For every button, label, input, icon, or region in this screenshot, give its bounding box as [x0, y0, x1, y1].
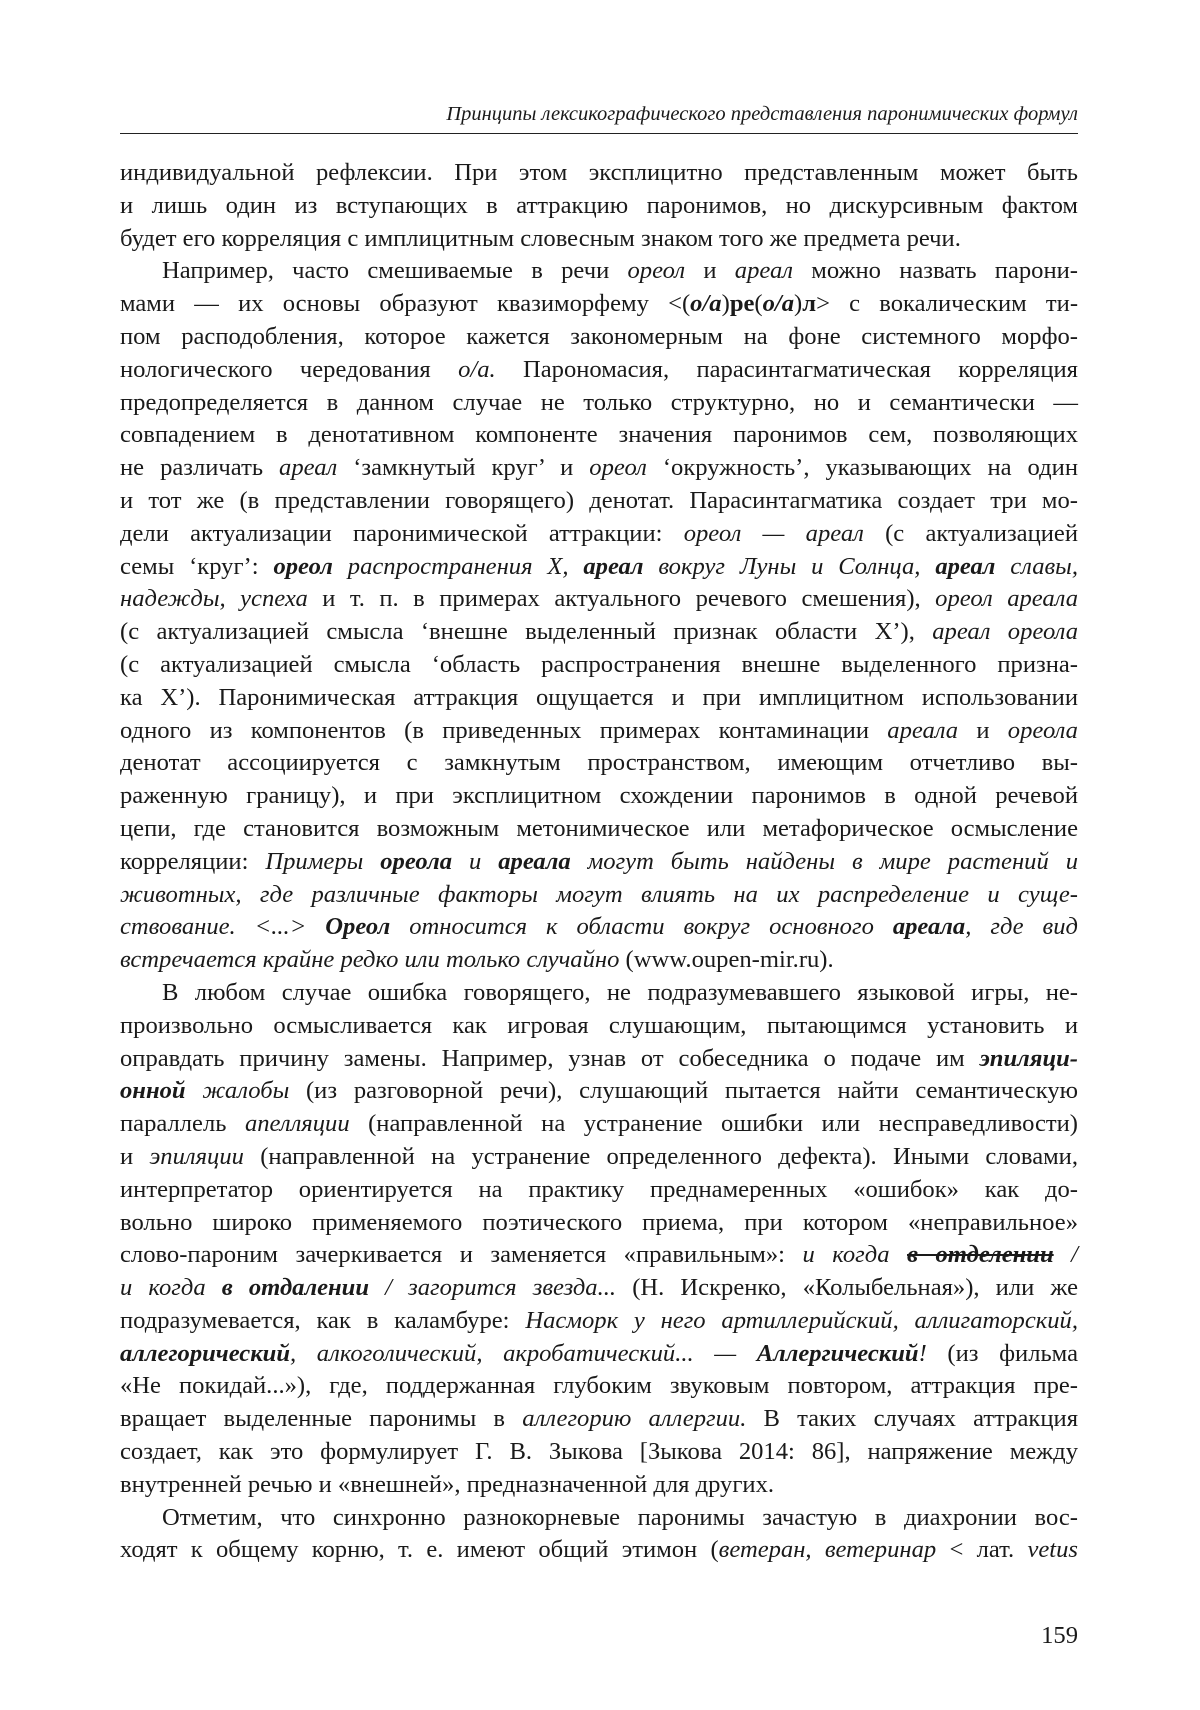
page-number: 159	[1041, 1622, 1078, 1649]
text-run: жалобы	[185, 1077, 290, 1105]
text-run: семы ‘круг’:	[120, 552, 274, 580]
text-run: Парономасия, парасинтагматическая корреляция	[495, 355, 1078, 383]
text-line	[120, 1370, 1078, 1403]
text-line	[120, 1010, 1078, 1043]
text-run: и	[958, 716, 1008, 744]
text-run: (Н. Искренко, «Колыбельная»), или же	[616, 1274, 1078, 1302]
text-run: в отдалении	[221, 1274, 370, 1302]
text-run: ареал	[935, 552, 996, 580]
text-line	[120, 1502, 1078, 1535]
text-run: животных, где различные факторы могут влиять на их распределение и суще-	[120, 880, 1078, 908]
text-line	[120, 649, 1078, 682]
text-line	[120, 354, 1078, 387]
text-run: подразумевается, как в каламбуре:	[120, 1306, 526, 1334]
text-line	[120, 1272, 1078, 1305]
text-line	[120, 485, 1078, 518]
text-run: (	[754, 290, 763, 318]
text-run: внутренней речью и «внешней», предназначенной для других.	[120, 1470, 775, 1498]
text-run: могут быть найдены в мире растений и	[570, 847, 1078, 875]
text-run: оправдать причину замены. Например, узнав от собеседника о подаче им	[120, 1044, 980, 1072]
text-run: о/а	[690, 290, 722, 318]
header-rule	[120, 133, 1078, 134]
text-line	[120, 1174, 1078, 1207]
text-line	[120, 682, 1078, 715]
text-line	[120, 419, 1078, 452]
text-run: ствование. <...>	[120, 913, 326, 941]
text-run: индивидуальной рефлексии. При этом эксплицитно представленным может быть	[120, 159, 1078, 186]
text-run: эпиляции	[149, 1142, 244, 1170]
running-head: Принципы лексикографического представления паронимических формул	[446, 103, 1078, 125]
text-run: славы,	[995, 552, 1078, 580]
text-run: интерпретатор ориентируется на практику преднамеренных «ошибок» как до-	[120, 1175, 1078, 1203]
text-run: будет его корреляция с имплицитным словесным знаком того же предмета речи.	[120, 224, 961, 252]
text-run: о/а.	[458, 355, 496, 383]
text-run: (направленной на устранение определенного дефекта). Иными словами,	[243, 1142, 1078, 1170]
text-run: л	[802, 290, 817, 318]
text-line	[120, 518, 1078, 551]
text-run: ветеран, ветеринар	[718, 1536, 937, 1564]
text-run: вращает выделенные паронимы в	[120, 1405, 523, 1433]
text-run: ‘окружность’, указывающих на один	[646, 454, 1078, 482]
text-line	[120, 813, 1078, 846]
text-run: и тот же (в представлении говорящего) денотат. Парасинтагматика создает три мо-	[120, 486, 1078, 514]
text-run: и т. п. в примерах актуального речевого смешения),	[307, 585, 936, 613]
text-line	[120, 1239, 1078, 1272]
text-run: (с актуализацией	[863, 519, 1078, 547]
text-line	[120, 1469, 1078, 1502]
text-line	[120, 911, 1078, 944]
text-run: надежды, успеха	[120, 585, 308, 613]
text-run: слово-пароним зачеркивается и заменяется «правильным»:	[120, 1241, 803, 1269]
text-run: , где вид	[965, 913, 1078, 941]
text-run: (с актуализацией смысла ‘внешне выделенный признак области X’),	[120, 618, 933, 646]
text-run: произвольно осмысливается как игровая слушающим, пытающимся установить и	[120, 1011, 1078, 1039]
text-run: )	[794, 290, 803, 318]
text-run: ореол	[273, 552, 333, 580]
text-line	[120, 157, 1078, 190]
text-run: создает, как это формулирует Г. В. Зыкова [Зыкова 2014: 86], напряжение между	[120, 1438, 1078, 1466]
text-run: < лат.	[936, 1536, 1028, 1564]
text-run: аллегорический	[120, 1339, 291, 1367]
text-run: предопределяется в данном случае не только структурно, но и семантически —	[120, 388, 1078, 416]
text-run: ареал ореола	[932, 618, 1079, 646]
text-line	[120, 780, 1078, 813]
text-line	[120, 944, 1078, 977]
text-run: Примеры	[265, 847, 381, 875]
text-run: встречается крайне редко или только случайно	[120, 946, 620, 974]
text-run: ореола	[380, 847, 453, 875]
text-run: корреляции:	[120, 847, 266, 875]
text-run: в отделении	[907, 1241, 1054, 1269]
text-run: Аллергический	[756, 1339, 919, 1367]
text-line	[120, 387, 1078, 420]
text-line	[120, 223, 1078, 256]
text-run: (www.oupen-mir.ru).	[619, 946, 834, 974]
text-run: пом расподобления, которое кажется закономерным на фоне системного морфо-	[120, 322, 1078, 350]
text-run: В таких случаях аттракция	[746, 1405, 1079, 1433]
text-run: денотат ассоциируется с замкнутым пространством, имеющим отчетливо вы-	[120, 749, 1078, 777]
text-run: (с актуализацией смысла ‘область распространения внешне выделенного призна-	[120, 650, 1078, 678]
text-run: ореол — ареал	[683, 519, 864, 547]
text-run: нологического чередования	[120, 355, 459, 383]
text-run: ‘замкнутый круг’ и	[337, 454, 590, 482]
text-run: ареал	[279, 454, 338, 482]
text-run: (из разговорной речи), слушающий пытается найти семантическую	[289, 1077, 1078, 1105]
text-run: ка X’). Паронимическая аттракция ощущается и при имплицитном использовании	[120, 683, 1078, 711]
text-run: аллегорию аллергии.	[522, 1405, 747, 1433]
text-run: эпиляци-	[979, 1044, 1078, 1072]
text-line	[120, 747, 1078, 780]
text-run: , алкоголический, акробатический... —	[290, 1339, 757, 1367]
text-line	[120, 1534, 1078, 1567]
text-line	[120, 452, 1078, 485]
body-text	[120, 157, 1078, 1567]
text-run: ореол ареала	[935, 585, 1079, 613]
text-run: одного из компонентов (в приведенных примерах контаминации	[120, 716, 888, 744]
text-line	[120, 715, 1078, 748]
text-run: )	[721, 290, 730, 318]
text-run: и когда	[802, 1241, 908, 1269]
text-run: vetus	[1027, 1536, 1078, 1564]
text-run: не различать	[120, 454, 280, 482]
text-run: о/а	[762, 290, 795, 318]
text-run: параллель	[120, 1110, 245, 1138]
text-run: ре	[729, 290, 755, 318]
text-run: вольно широко применяемого поэтического приема, при котором «неправильное»	[120, 1208, 1078, 1236]
text-line	[120, 1043, 1078, 1076]
text-line	[120, 1436, 1078, 1469]
text-line	[120, 551, 1078, 584]
text-line	[120, 879, 1078, 912]
text-run: ареала	[887, 716, 959, 744]
text-line	[120, 1075, 1078, 1108]
text-run: и	[452, 847, 499, 875]
text-run: ареал	[583, 552, 644, 580]
text-run: ореола	[1007, 716, 1078, 744]
text-run: мами — их основы образуют квазиморфему <(	[120, 290, 691, 318]
text-run: ореол	[589, 454, 647, 482]
text-run: (из фильма	[926, 1339, 1078, 1367]
text-run: дели актуализации паронимической аттракции:	[120, 519, 684, 547]
text-run: цепи, где становится возможным метонимическое или метафорическое осмысление	[120, 814, 1078, 842]
text-line	[120, 1207, 1078, 1240]
text-line	[120, 583, 1078, 616]
text-run: Насморк у него артиллерийский, аллигаторский,	[525, 1306, 1079, 1334]
text-run: Например, часто смешиваемые в речи	[162, 257, 628, 285]
text-line	[120, 1305, 1078, 1338]
text-line	[120, 255, 1078, 288]
text-run: Отметим, что синхронно разнокорневые паронимы зачастую в диахронии вос-	[162, 1503, 1078, 1531]
text-line	[120, 1108, 1078, 1141]
text-line	[120, 846, 1078, 879]
text-run: В любом случае ошибка говорящего, не подразумевавшего языковой игры, не-	[162, 978, 1078, 1006]
text-run: ореол	[627, 257, 686, 285]
text-run: ареал	[734, 257, 793, 285]
text-line	[120, 321, 1078, 354]
text-run: «Не покидай...»), где, поддержанная глубоким звуковым повтором, аттракция пре-	[120, 1372, 1078, 1400]
text-line	[120, 977, 1078, 1010]
text-run: !	[918, 1339, 927, 1367]
text-run: ареала	[892, 913, 966, 941]
text-run: /	[1053, 1241, 1079, 1269]
text-run: раженную границу), и при эксплицитном схождении паронимов в одной речевой	[120, 782, 1078, 810]
text-run: > с вокалическим ти-	[816, 290, 1079, 318]
text-run: совпадением в денотативном компоненте значения паронимов сем, позволяющих	[120, 421, 1078, 449]
text-run: ходят к общему корню, т. е. имеют общий этимон (	[120, 1536, 719, 1564]
text-run: апелляции	[244, 1110, 350, 1138]
text-line	[120, 1141, 1078, 1174]
text-run: и	[685, 257, 735, 285]
text-run: / загорится звезда...	[369, 1274, 617, 1302]
text-run: распространения X,	[332, 552, 584, 580]
text-run: онной	[120, 1077, 186, 1105]
text-line	[120, 1338, 1078, 1371]
text-run: ареала	[498, 847, 571, 875]
text-run: Ореол	[325, 913, 391, 941]
text-run: можно назвать парони-	[793, 257, 1078, 285]
text-run: вокруг Луны и Солнца,	[643, 552, 936, 580]
text-run: и	[120, 1142, 150, 1170]
text-run: относится к области вокруг основного	[390, 913, 893, 941]
text-run: (направленной на устранение ошибки или несправедливости)	[349, 1110, 1078, 1138]
text-line	[120, 1403, 1078, 1436]
text-line	[120, 190, 1078, 223]
text-run: и лишь один из вступающих в аттракцию паронимов, но дискурсивным фактом	[120, 191, 1078, 219]
text-line	[120, 616, 1078, 649]
text-run: и когда	[120, 1274, 222, 1302]
text-line	[120, 288, 1078, 321]
